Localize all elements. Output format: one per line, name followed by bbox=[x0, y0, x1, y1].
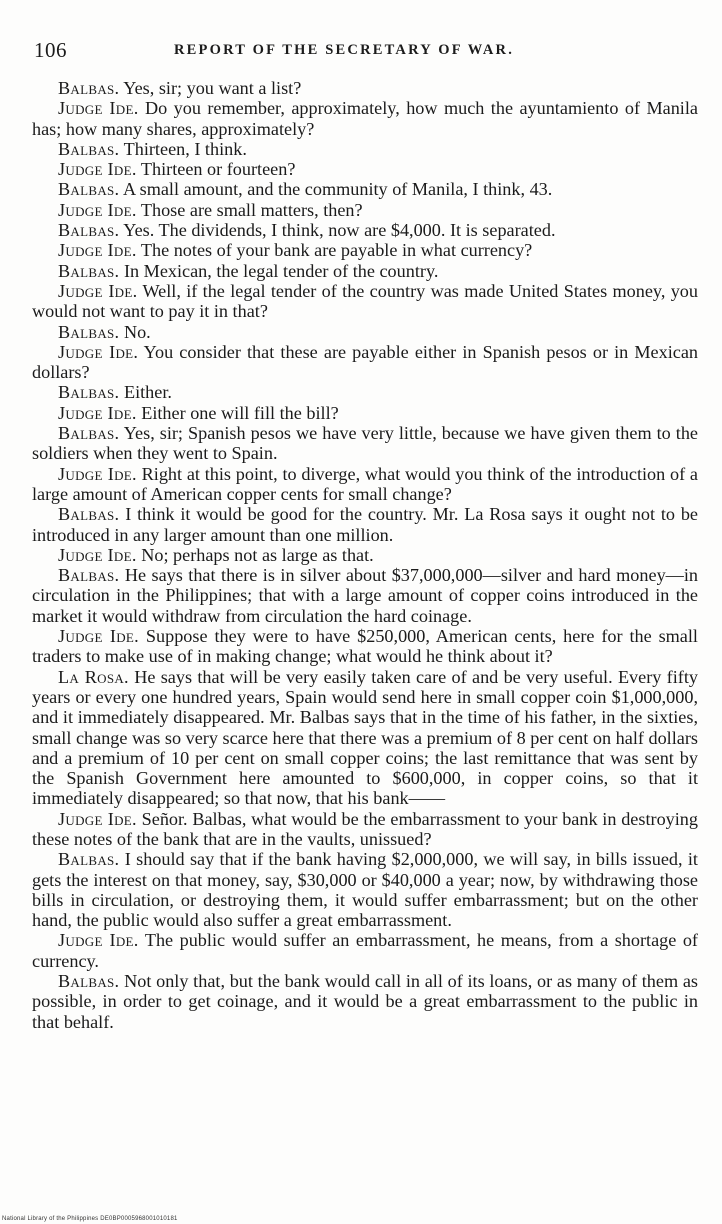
speaker-name: Balbas. bbox=[58, 382, 120, 403]
transcript-paragraph bbox=[32, 261, 698, 281]
speaker-name: Balbas. bbox=[58, 78, 120, 98]
speaker-name: Balbas. bbox=[58, 423, 120, 444]
speaker-name: Judge Ide. bbox=[58, 341, 139, 362]
speaker-name: Judge Ide. bbox=[58, 280, 138, 301]
transcript-paragraph bbox=[32, 342, 698, 383]
paragraph-text: Not only that, but the bank would call in all of its loans, or as many of them as possible, in order to get coinage, and it would be a great embarrassment to the public in that behalf. bbox=[32, 971, 698, 1032]
paragraph-text: Yes, sir; Spanish pesos we have very little, because we have given them to the soldiers when they went to Spain. bbox=[32, 423, 698, 464]
paragraph-text: No; perhaps not as large as that. bbox=[136, 544, 374, 565]
paragraph-text: Yes, sir; you want a list? bbox=[119, 78, 302, 98]
speaker-name: Judge Ide. bbox=[58, 402, 137, 423]
transcript-paragraph bbox=[32, 281, 698, 322]
speaker-name: Judge Ide. bbox=[58, 626, 140, 647]
speaker-name: Judge Ide. bbox=[58, 808, 137, 829]
transcript-paragraph bbox=[32, 139, 698, 159]
transcript-paragraph bbox=[32, 220, 698, 240]
speaker-name: Balbas. bbox=[58, 565, 120, 586]
speaker-name: Balbas. bbox=[58, 138, 120, 159]
page-number: 106 bbox=[34, 38, 67, 62]
speaker-name: Judge Ide. bbox=[58, 159, 137, 180]
transcript-paragraph bbox=[32, 240, 698, 260]
speaker-name: Balbas. bbox=[58, 220, 120, 241]
speaker-name: Balbas. bbox=[58, 971, 120, 992]
paragraph-text: Thirteen, I think. bbox=[119, 138, 247, 159]
speaker-name: Judge Ide. bbox=[58, 199, 137, 220]
speaker-name: Judge Ide. bbox=[58, 544, 137, 565]
transcript-paragraph bbox=[32, 382, 698, 402]
document-body bbox=[32, 78, 698, 1032]
paragraph-text: Well, if the legal tender of the country was made United States money, you would not want to pay it in that? bbox=[32, 280, 698, 322]
scan-attribution: National Library of the Philippines DE0BP0005968001010181 bbox=[2, 1216, 178, 1222]
paragraph-text: He says that will be very easily taken care of and be very useful. Every fifty years or every one hundred years, Spain would send here in small copper coin $1,000,000, and it immediately disappeared. Mr. Balbas says that in the time of his father, in the sixties, small change was so very scarce here that there was a premium of 8 per cent on half dollars and a premium of 10 per cent on small copper coins; the last remittance that was sent by the Spanish Government here amounted to $600,000, in copper coins, so that it immediately disappeared; so that now, that his bank—— bbox=[32, 666, 698, 809]
paragraph-text: Señor. Balbas, what would be the embarrassment to your bank in destroying these notes of the bank that are in the vaults, unissued? bbox=[32, 808, 698, 849]
running-head: REPORT OF THE SECRETARY OF WAR. bbox=[174, 42, 515, 58]
transcript-paragraph bbox=[32, 78, 698, 98]
paragraph-text: No. bbox=[119, 321, 151, 342]
paragraph-text: A small amount, and the community of Manila, I think, 43. bbox=[119, 179, 553, 200]
transcript-paragraph bbox=[32, 464, 698, 505]
speaker-name: Judge Ide. bbox=[58, 463, 137, 484]
transcript-paragraph bbox=[32, 971, 698, 1032]
paragraph-text: Those are small matters, then? bbox=[136, 199, 363, 220]
speaker-name: Balbas. bbox=[58, 504, 120, 525]
speaker-name: Balbas. bbox=[58, 260, 120, 281]
transcript-paragraph bbox=[32, 667, 698, 809]
paragraph-text: Thirteen or fourteen? bbox=[136, 159, 296, 180]
paragraph-text: Suppose they were to have $250,000, American cents, here for the small traders to make use of in making change; what would he think about it? bbox=[32, 626, 698, 667]
transcript-paragraph bbox=[32, 423, 698, 464]
transcript-paragraph bbox=[32, 809, 698, 850]
paragraph-text: The public would suffer an embarrassment, he means, from a shortage of currency. bbox=[32, 930, 698, 971]
transcript-paragraph bbox=[32, 626, 698, 667]
paragraph-text: Yes. The dividends, I think, now are $4,000. It is separated. bbox=[119, 220, 556, 241]
speaker-name: Balbas. bbox=[58, 849, 120, 870]
paragraph-text: Either one will fill the bill? bbox=[136, 402, 339, 423]
paragraph-text: You consider that these are payable either in Spanish pesos or in Mexican dollars? bbox=[32, 341, 698, 383]
transcript-paragraph bbox=[32, 565, 698, 626]
paragraph-text: In Mexican, the legal tender of the country. bbox=[119, 260, 439, 281]
speaker-name: Balbas. bbox=[58, 179, 120, 200]
speaker-name: Judge Ide. bbox=[58, 930, 139, 951]
speaker-name: Judge Ide. bbox=[58, 240, 137, 261]
speaker-name: Judge Ide. bbox=[58, 98, 139, 119]
paragraph-text: The notes of your bank are payable in what currency? bbox=[136, 240, 533, 261]
transcript-paragraph bbox=[32, 504, 698, 545]
transcript-paragraph bbox=[32, 179, 698, 199]
transcript-paragraph bbox=[32, 403, 698, 423]
speaker-name: Balbas. bbox=[58, 321, 120, 342]
transcript-paragraph bbox=[32, 930, 698, 971]
transcript-paragraph bbox=[32, 159, 698, 179]
page-header bbox=[34, 38, 682, 66]
paragraph-text: I think it would be good for the country. Mr. La Rosa says it ought not to be introduced in any larger amount than one million. bbox=[32, 504, 698, 545]
paragraph-text: I should say that if the bank having $2,000,000, we will say, in bills issued, it gets the interest on that money, say, $30,000 or $40,000 a year; now, by withdrawing those bills in circulation, or destroying them, it would suffer embarrassment; but on the other hand, the public would also suffer a great embarrassment. bbox=[32, 849, 698, 931]
paragraph-text: Either. bbox=[119, 382, 172, 403]
transcript-paragraph bbox=[32, 849, 698, 930]
paragraph-text: Do you remember, approximately, how much the ayuntamiento of Manila has; how many shares, approximately? bbox=[32, 98, 698, 139]
speaker-name: La Rosa. bbox=[58, 666, 129, 687]
transcript-paragraph bbox=[32, 98, 698, 139]
paragraph-text: He says that there is in silver about $37,000,000—silver and hard money—in circulation in the Philippines; that with a large amount of copper coins introduced in the market it would withdraw from circulation the hard coinage. bbox=[32, 565, 698, 626]
transcript-paragraph bbox=[32, 200, 698, 220]
transcript-paragraph bbox=[32, 545, 698, 565]
transcript-paragraph bbox=[32, 322, 698, 342]
paragraph-text: Right at this point, to diverge, what would you think of the introduction of a large amount of American copper cents for small change? bbox=[32, 463, 698, 504]
